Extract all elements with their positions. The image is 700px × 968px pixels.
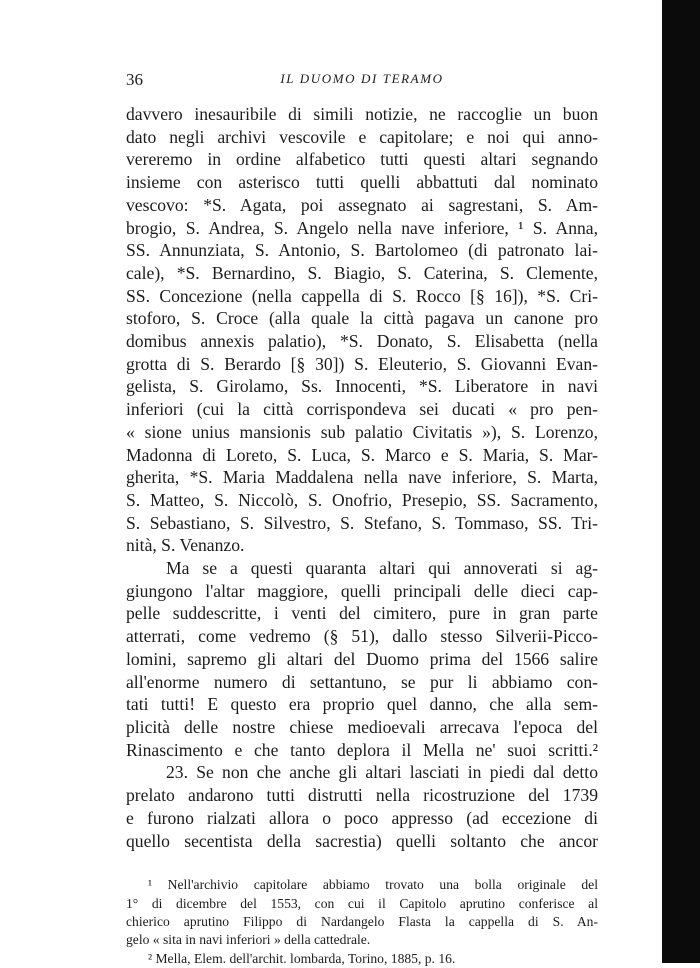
text-line: lomini, sapremo gli altari del Duomo prima del 1566 salire xyxy=(126,648,598,669)
text-line: grotta di S. Berardo [§ 30]) S. Eleuterio, S. Giovanni Evan- xyxy=(126,353,598,374)
text-line: S. Sebastiano, S. Silvestro, S. Stefano, S. Tommaso, SS. Tri- xyxy=(126,512,598,533)
page-header xyxy=(126,70,598,94)
text-line: tati tutti! E questo era proprio quel danno, che alla sem- xyxy=(126,694,598,715)
page-number: 36 xyxy=(126,70,143,89)
text-line: gelista, S. Girolamo, Ss. Innocenti, *S. Liberatore in navi xyxy=(126,376,598,397)
text-line: atterrati, come vedremo (§ 51), dallo stesso Silverii-Picco- xyxy=(126,626,598,647)
footnote-1-line: ¹ Nell'archivio capitolare abbiamo trovato una bolla originale del xyxy=(148,877,598,893)
text-line: giungono l'altar maggiore, quelli principali delle dieci cap- xyxy=(126,580,598,601)
text-line: dato negli archivi vescovile e capitolare; e noi qui anno- xyxy=(126,126,598,147)
footnote-1-line: gelo « sita in navi inferiori » della cattedrale. xyxy=(126,932,371,948)
main-text xyxy=(126,103,598,852)
text-line: gherita, *S. Maria Maddalena nella nave inferiore, S. Marta, xyxy=(126,467,598,488)
text-line: cale), *S. Bernardino, S. Biagio, S. Caterina, S. Clemente, xyxy=(126,262,598,283)
text-line: SS. Annunziata, S. Antonio, S. Bartolomeo (di patronato lai- xyxy=(126,240,598,261)
text-line: pelle suddescritte, i venti del cimitero, pure in gran parte xyxy=(126,603,598,624)
paragraph-start-line: Ma se a questi quaranta altari qui annoverati si ag- xyxy=(166,558,598,579)
running-title: IL DUOMO DI TERAMO xyxy=(280,71,444,86)
text-line: Madonna di Loreto, S. Luca, S. Marco e S. Maria, S. Mar- xyxy=(126,444,598,465)
text-line: insieme con asterisco tutti quelli abbattuti dal nominato xyxy=(126,172,598,193)
book-page xyxy=(126,70,598,968)
section-23-start-line: 23. Se non che anche gli altari lasciati in piedi dal detto xyxy=(166,762,598,783)
text-line: plicità delle nostre chiese medioevali arrecava l'epoca del xyxy=(126,716,598,737)
text-line: stoforo, S. Croce (alla quale la città pagava un canone pro xyxy=(126,308,598,329)
text-line: inferiori (cui la città corrispondeva sei ducati « pro pen- xyxy=(126,399,598,420)
text-line: domibus annexis palatio), *S. Donato, S. Elisabetta (nella xyxy=(126,331,598,352)
text-line: davvero inesauribile di simili notizie, ne raccoglie un buon xyxy=(126,104,598,124)
text-line: SS. Concezione (nella cappella di S. Rocco [§ 16]), *S. Cri- xyxy=(126,285,598,306)
text-line: vereremo in ordine alfabetico tutti questi altari segnando xyxy=(126,149,598,170)
text-line: brogio, S. Andrea, S. Angelo nella nave inferiore, ¹ S. Anna, xyxy=(126,217,598,238)
footnote-1-line: 1° di dicembre del 1553, con cui il Capitolo aprutino conferisce al xyxy=(126,895,598,911)
paragraph-end-line: nità, S. Venanzo. xyxy=(126,535,245,556)
text-line: S. Matteo, S. Niccolò, S. Onofrio, Presepio, SS. Sacramento, xyxy=(126,489,598,510)
text-line: all'enorme numero di settantuno, se pur li abbiamo con- xyxy=(126,671,598,692)
text-line: Rinascimento e che tanto deplora il Mella ne' suoi scritti.² xyxy=(126,739,598,760)
text-line: prelato andarono tutti distrutti nella ricostruzione del 1739 xyxy=(126,785,598,806)
footnotes xyxy=(126,876,598,968)
footnote-2-line: ² Mella, Elem. dell'archit. lombarda, Torino, 1885, p. 16. xyxy=(148,950,456,966)
scan-gutter xyxy=(662,0,700,963)
text-line: vescovo: *S. Agata, poi assegnato ai sagrestani, S. Am- xyxy=(126,194,598,215)
text-line: « sione unius mansionis sub palatio Civitatis »), S. Lorenzo, xyxy=(126,421,598,442)
text-line: quello secentista della sacrestia) quelli soltanto che ancor xyxy=(126,830,598,851)
text-line: e furono rialzati allora o poco appresso (ad eccezione di xyxy=(126,807,598,828)
footnote-1-line: chierico aprutino Filippo di Nardangelo Flasta la cappella di S. An- xyxy=(126,914,598,930)
